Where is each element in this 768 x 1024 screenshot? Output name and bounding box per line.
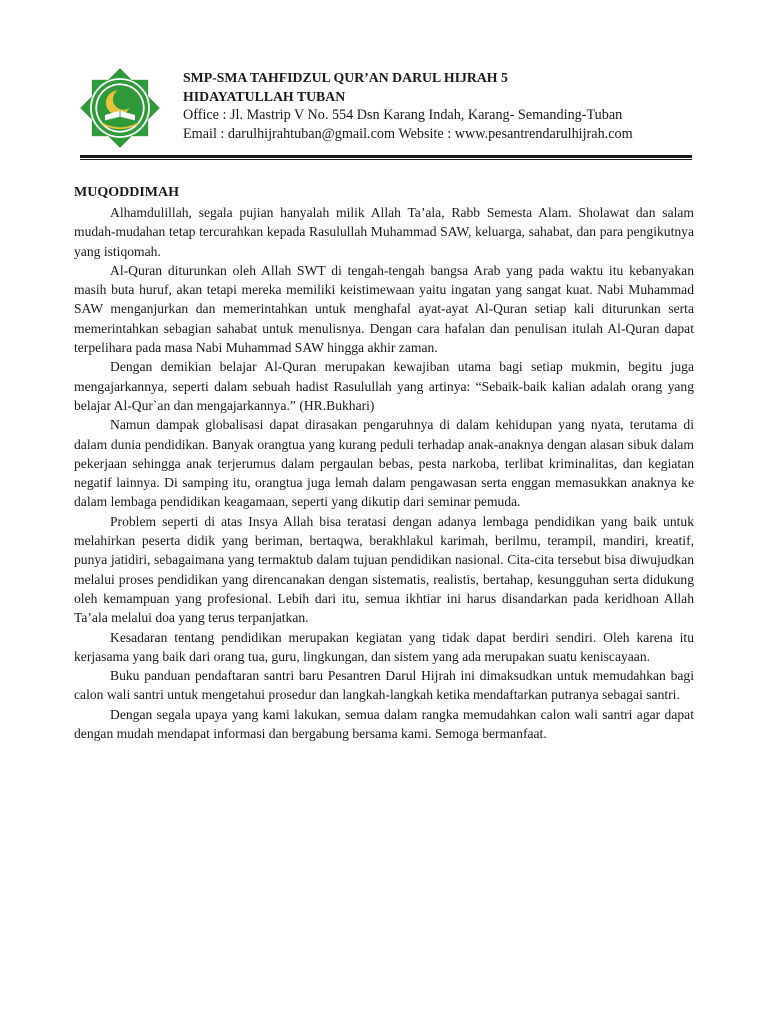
document-title: MUQODDIMAH [74,185,179,200]
school-subname: HIDAYATULLAH TUBAN [183,89,346,104]
paragraph: Kesadaran tentang pendidikan merupakan kegiatan yang tidak dapat berdiri sendiri. Oleh karena itu kerjasama yang baik dari orang tua, guru, lingkungan, dan sistem yang ada merupakan suatu keniscayaan. [74,629,694,664]
paragraph: Buku panduan pendaftaran santri baru Pesantren Darul Hijrah ini dimaksudkan untuk memudahkan bagi calon wali santri untuk mengetahui prosedur dan langkah-langkah ketika mendaftarkan putranya sebagai santri. [74,668,694,703]
paragraph: Dengan demikian belajar Al-Quran merupakan kewajiban utama bagi setiap mukmin, begitu juga mengajarkannya, seperti dalam sebuah hadist Rasulullah yang artinya: “Sebaik-baik kalian adalah orang yang belajar Al-Qur`an dan mengajarkannya.” (HR.Bukhari) [74,359,694,413]
header-divider-thick [80,155,692,158]
header-divider-thin [80,159,692,160]
school-logo [76,64,164,152]
paragraph: Alhamdulillah, segala pujian hanyalah milik Allah Ta’ala, Rabb Semesta Alam. Sholawat dan salam mudah-mudahan tetap tercurahkan kepada Rasulullah Muhammad SAW, keluarga, sahabat, dan para pengikutnya yang istiqomah. [74,205,694,259]
paragraph: Problem seperti di atas Insya Allah bisa teratasi dengan adanya lembaga pendidikan yang baik untuk melahirkan peserta didik yang beriman, bertaqwa, berakhlakul karimah, berilmu, terampil, mandiri, kreatif, punya jatidiri, sebagaimana yang termaktub dalam tujuan pendidikan nasional. Cita-cita tersebut bisa diwujudkan melalui proses pendidikan yang direncanakan dengan sistematis, realistis, bertahap, kesungguhan serta didukung oleh kemampuan yang profesional. Lebih dari itu, semua ikhtiar ini harus disandarkan pada keridhoan Allah Ta’ala melalui doa yang terus terpanjatkan. [74,513,694,626]
letterhead [0,0,768,170]
paragraph: Al-Quran diturunkan oleh Allah SWT di tengah-tengah bangsa Arab yang pada waktu itu kebanyakan masih buta huruf, akan tetapi mereka memiliki keistimewaan yaitu ingatan yang sangat kuat. Nabi Muhammad SAW menganjurkan dan memerintahkan untuk menghafal ayat-ayat Al-Quran setiap kali diturunkan serta memerintahkan sebagian sahabat untuk menulisnya. Dengan cara hafalan dan penulisan itulah Al-Quran dapat terpelihara pada masa Nabi Muhammad SAW hingga akhir zaman. [74,262,694,356]
paragraph: Namun dampak globalisasi dapat dirasakan pengaruhnya di dalam kehidupan yang nyata, terutama di dalam dunia pendidikan. Banyak orangtua yang kurang peduli terhadap anak-anaknya dengan alasan sibuk dalam pekerjaan sehingga anak terjerumus dalam pergaulan bebas, pesta narkoba, terlibat kriminalitas, dan kegiatan negatif lainnya. Di samping itu, orangtua juga lemah dalam pengawasan serta enggan memasukkan anaknya ke dalam lembaga pendidikan keagamaan, seperti yang dikutip dari seminar pemuda. [74,417,694,510]
document-body [74,183,694,743]
school-name: SMP-SMA TAHFIDZUL QUR’AN DARUL HIJRAH 5 [183,70,508,85]
paragraph: Dengan segala upaya yang kami lakukan, semua dalam rangka memudahkan calon wali santri agar dapat dengan mudah mendapat informasi dan bergabung bersama kami. Semoga bermanfaat. [74,706,694,742]
contact-info: Email : darulhijrahtuban@gmail.com Website : www.pesantrendarulhijrah.com [183,126,633,142]
letterhead-text [183,68,743,144]
office-address: Office : Jl. Mastrip V No. 554 Dsn Karang Indah, Karang- Semanding-Tuban [183,107,623,123]
